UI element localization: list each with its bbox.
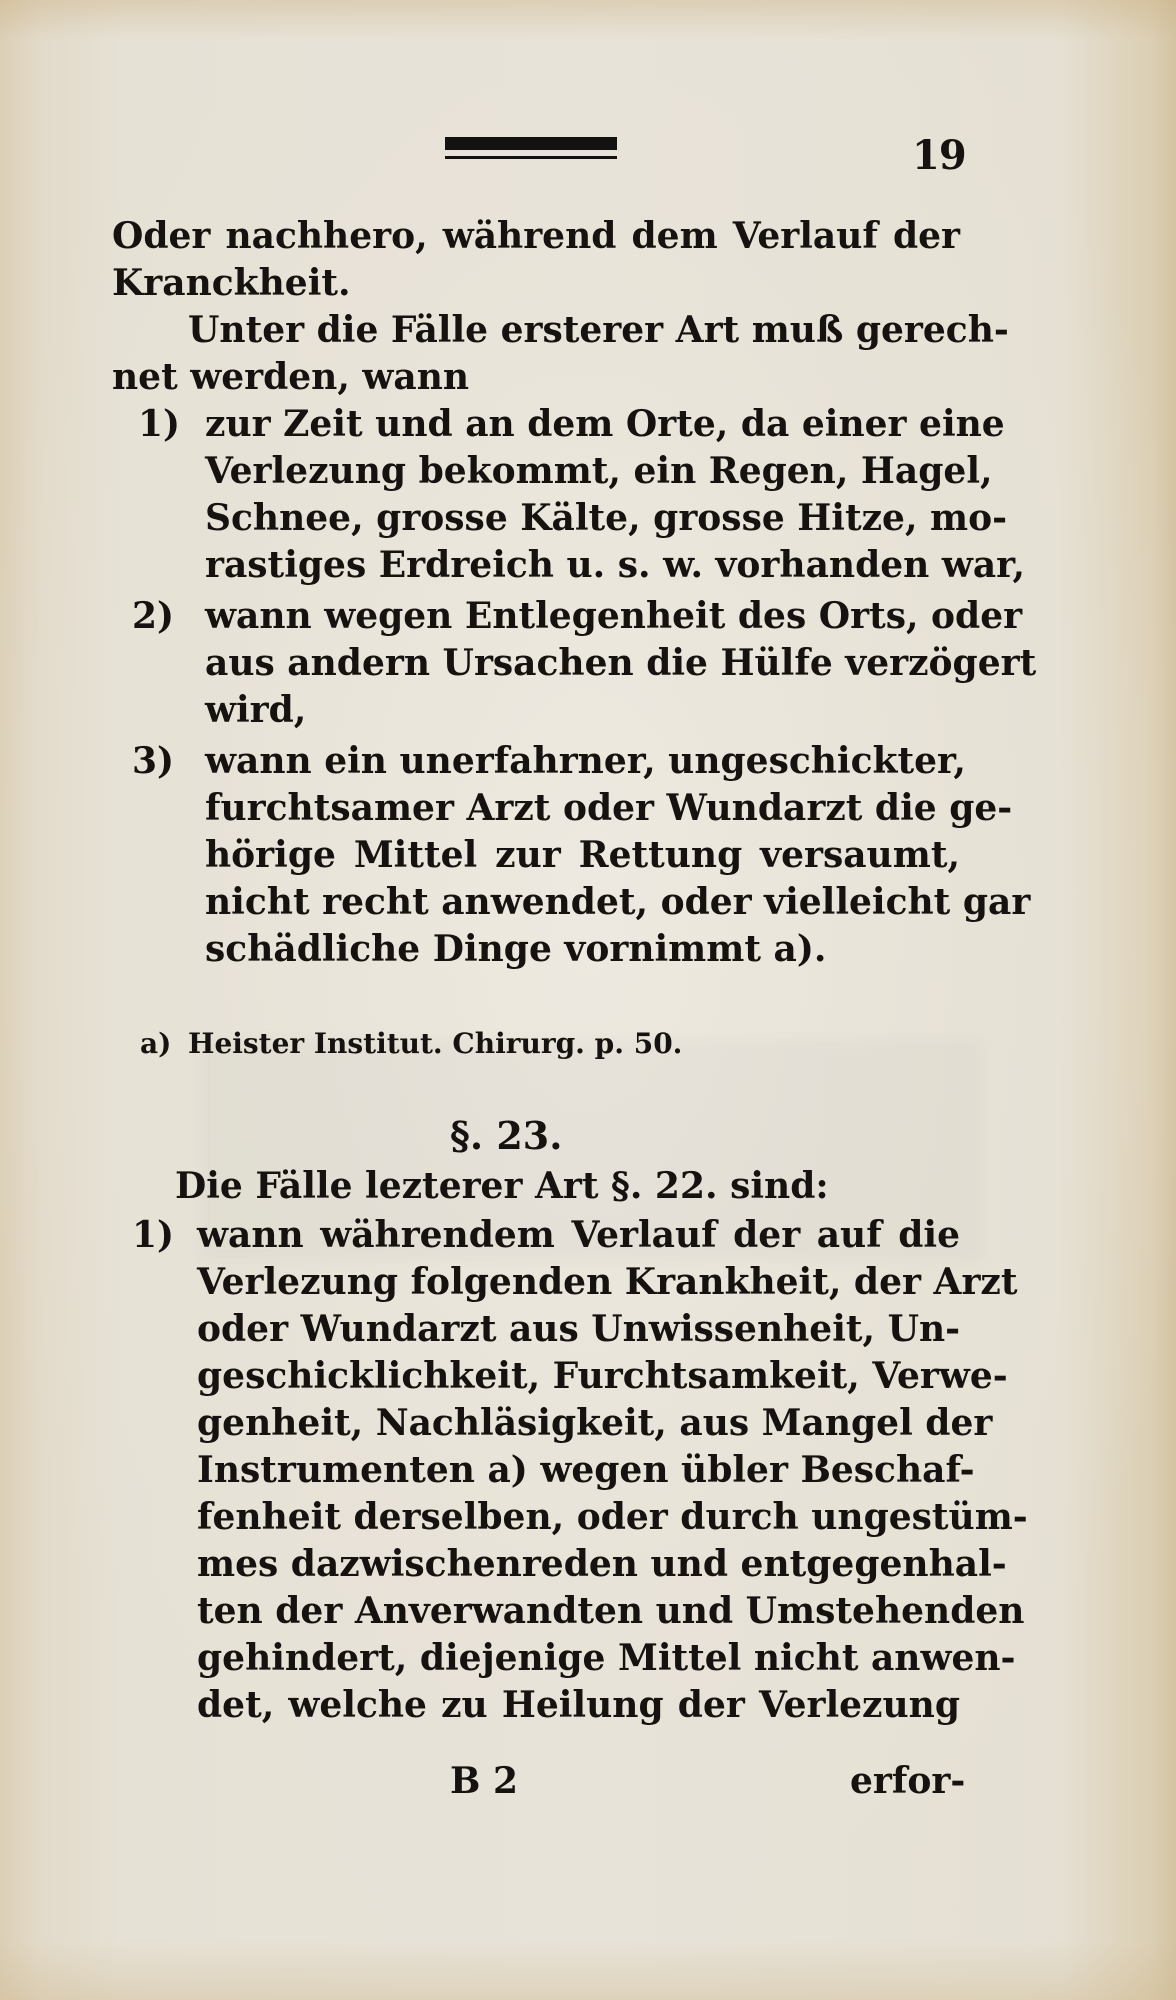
page-number: 19 bbox=[912, 132, 966, 179]
signature-mark: B 2 bbox=[450, 1760, 519, 1802]
list-item-line: wann wegen Entlegenheit des Orts, oder bbox=[205, 595, 1023, 637]
list-item-number: 2) bbox=[132, 595, 175, 637]
list-item-line: wann ein unerfahrner, ungeschickter, bbox=[205, 740, 966, 782]
text-line: Oder nachhero, während dem Verlauf der bbox=[112, 215, 960, 257]
list-item-line: wird, bbox=[205, 689, 307, 731]
list-item-line: oder Wundarzt aus Unwissenheit, Un- bbox=[197, 1308, 961, 1350]
paragraph-first-line: Unter die Fälle ersterer Art muß gerech- bbox=[188, 309, 1009, 351]
list-item-number: 3) bbox=[132, 740, 175, 782]
list-item-line: Verlezung bekommt, ein Regen, Hagel, bbox=[205, 450, 993, 492]
list-item-line: Schnee, grosse Kälte, grosse Hitze, mo- bbox=[205, 497, 1008, 539]
text-line: Kranckheit. bbox=[112, 262, 351, 304]
section-heading: §. 23. bbox=[450, 1113, 563, 1158]
header-rule-thick bbox=[445, 137, 617, 150]
list-item-line: schädliche Dinge vornimmt a). bbox=[205, 928, 827, 970]
list-item-number: 1) bbox=[132, 1214, 175, 1256]
list-item-line: wann währendem Verlauf der auf die bbox=[197, 1214, 960, 1256]
list-item-line: aus andern Ursachen die Hülfe verzögert bbox=[205, 642, 1037, 684]
list-item-line: det, welche zu Heilung der Verlezung bbox=[197, 1684, 960, 1726]
footnote-text: Heister Institut. Chirurg. p. 50. bbox=[188, 1027, 683, 1060]
list-item-line: zur Zeit und an dem Orte, da einer eine bbox=[205, 403, 1005, 445]
list-item-line: Verlezung folgenden Krankheit, der Arzt bbox=[197, 1261, 1018, 1303]
section-intro: Die Fälle lezterer Art §. 22. sind: bbox=[175, 1165, 829, 1207]
catchword: erfor- bbox=[850, 1760, 966, 1802]
list-item-line: genheit, Nachläsigkeit, aus Mangel der bbox=[197, 1402, 993, 1444]
list-item-line: hörige Mittel zur Rettung versaumt, bbox=[205, 834, 960, 876]
list-item-line: furchtsamer Arzt oder Wundarzt die ge- bbox=[205, 787, 1013, 829]
list-item-line: gehindert, diejenige Mittel nicht anwen- bbox=[197, 1637, 1016, 1679]
list-item-line: mes dazwischenreden und entgegenhal- bbox=[197, 1543, 1007, 1585]
list-item-line: fenheit derselben, oder durch ungestüm- bbox=[197, 1496, 1028, 1538]
text-line: net werden, wann bbox=[112, 356, 470, 398]
footnote-marker: a) bbox=[140, 1027, 172, 1060]
list-item-line: rastiges Erdreich u. s. w. vorhanden war, bbox=[205, 544, 1026, 586]
list-item-number: 1) bbox=[138, 403, 181, 445]
header-rule bbox=[445, 137, 617, 159]
header-rule-thin bbox=[445, 156, 617, 159]
list-item-line: geschicklichkeit, Furchtsamkeit, Verwe- bbox=[197, 1355, 1008, 1397]
list-item-line: Instrumenten a) wegen übler Beschaf- bbox=[197, 1449, 975, 1491]
list-item-line: nicht recht anwendet, oder vielleicht gar bbox=[205, 881, 1031, 923]
list-item-line: ten der Anverwandten und Umstehenden bbox=[197, 1590, 1025, 1632]
